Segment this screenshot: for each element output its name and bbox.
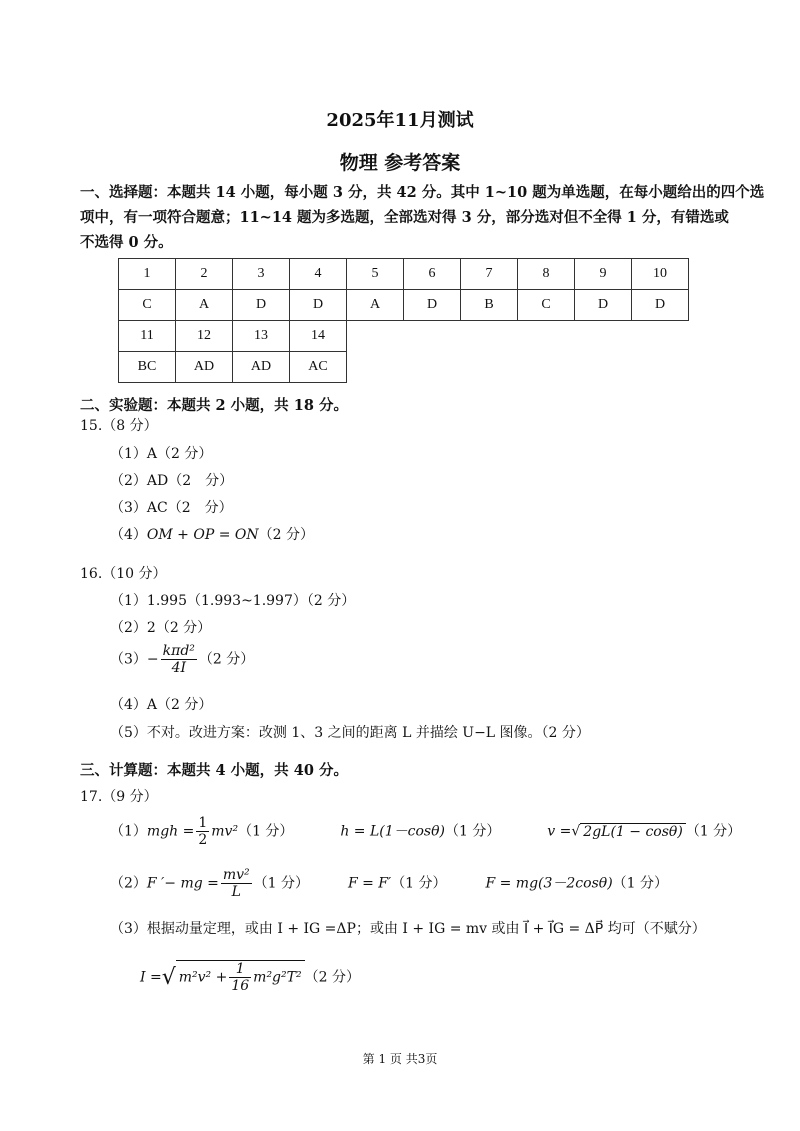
table-cell: 2 [176,259,233,290]
table-cell: 11 [119,321,176,352]
q17-part3-line: （3）根据动量定理，或由 I + IG =ΔP；或由 I + IG = mv 或由 I⃗ + I⃗G = ΔP⃗ 均可（不赋分） [110,921,706,937]
table-cell: B [461,290,518,321]
table-cell: 3 [233,259,290,290]
fraction-denominator: L [231,884,241,900]
table-cell: C [119,290,176,321]
q17-part3-formula: I =√ m²v² + $\frac{1}{16}$ m²g²T² （2 分） [140,961,360,994]
table-cell: A [347,290,404,321]
q17-p1-f3-left: v = [547,823,572,840]
section1-heading-line2: 项中，有一项符合题意；11~14 题为多选题，全部选对得 3 分，部分选对但不全得 1 分，有错选或 [80,209,729,226]
q16-item-3 [110,643,254,676]
table-cell: D [404,290,461,321]
table-row-numbers-2 [119,321,689,352]
q17-p3-score: （2 分） [304,969,360,986]
q17-p2-f1-fraction [221,867,252,900]
q15-item-4 [110,524,314,544]
q17-p2-f2: F = F′ [347,875,392,892]
table-cell: 13 [233,321,290,352]
table-blank [347,352,689,383]
table-cell: C [518,290,575,321]
section1-heading-line3: 不选得 0 分。 [80,234,173,251]
q17-part1: （1）mgh = $\frac{1}{2}$ mv²（1 分） h = L(1－cosθ)（1 分） v =√ 2gL(1 − cosθ) （1 分） [110,815,742,848]
q17-label: 17.（9 分） [80,789,158,805]
page-subtitle: 物理 参考答案 [339,152,461,174]
q15-item4-prefix: （4） [110,527,147,543]
q17-p3-rad-b: m²g²T² [253,969,302,986]
q15-item4-score: （2 分） [258,527,314,543]
table-cell: BC [119,352,176,383]
fraction-denominator: 4I [171,660,186,676]
section1-heading [80,180,764,255]
table-cell: 1 [119,259,176,290]
q17-p1-f2: h = L(1－cosθ) [340,823,446,840]
q16-item3-score: （2 分） [198,651,255,668]
table-cell: 9 [575,259,632,290]
table-cell: 14 [290,321,347,352]
q16-item3-fraction [161,643,197,676]
q17-p1-f2-score: （1 分） [445,823,501,840]
q17-p2-f3: F = mg(3－2cosθ) [485,875,613,892]
table-cell: 12 [176,321,233,352]
table-cell: AD [233,352,290,383]
q17-p2-f3-score: （1 分） [612,875,669,892]
q17-p3-radicand [176,960,305,994]
table-cell: 10 [632,259,689,290]
table-cell: D [233,290,290,321]
q17-p1-prefix: （1） [110,823,147,840]
page-title: 2025年11月测试 [326,110,474,131]
q16-item-2: （2）2（2 分） [110,620,212,636]
q15-item-2: （2）AD（2 分） [110,473,234,489]
q16-item3-sign: − [146,651,159,668]
table-cell: 7 [461,259,518,290]
q17-p2-prefix: （2） [110,875,147,892]
q15-label: 15.（8 分） [80,418,158,434]
table-cell: A [176,290,233,321]
table-cell: 5 [347,259,404,290]
q17-p3-rad-a: m²v² + [178,969,228,986]
answer-table [118,258,689,383]
page-number: 第 1 页 共3页 [362,1052,438,1066]
table-cell: AC [290,352,347,383]
table-cell: 4 [290,259,347,290]
q17-p2-f1-score: （1 分） [253,875,310,892]
section3-heading: 三、计算题：本题共 4 小题，共 40 分。 [80,762,348,779]
q17-p2-f1-left: F ′− mg = [146,875,219,892]
fraction-numerator: 1 [229,961,251,978]
q15-item-3: （3）AC（2 分） [110,500,233,516]
section1-heading-line1: 一、选择题：本题共 14 小题，每小题 3 分，共 42 分。其中 1~10 题为单选题，在每小题给出的四个选 [80,184,765,201]
fraction-numerator: 1 [198,815,208,831]
q15-item4-formula: OM + OP = ON [146,527,259,543]
q17-p3-left: I = [140,969,162,986]
q17-p1-f1-right: mv² [211,823,239,840]
q17-p1-f1-left: mgh = [146,823,195,840]
q15-item-1: （1）A（2 分） [110,446,213,462]
q17-p1-f3-radicand: 2gL(1 − cosθ) [580,823,686,840]
fraction-numerator: mv² [222,867,250,883]
fraction-denominator: 16 [231,978,250,994]
q16-item3-prefix: （3） [110,651,147,668]
table-cell: 6 [404,259,461,290]
table-blank [347,321,689,352]
q16-item-5: （5）不对。改进方案：改测 1、3 之间的距离 L 并描绘 U−L 图像。（2 分） [110,725,590,741]
q17-p1-f1-fraction [196,815,209,848]
table-cell: AD [176,352,233,383]
q17-p3-rad-fraction [229,961,251,994]
section2-heading: 二、实验题：本题共 2 小题，共 18 分。 [80,397,348,414]
fraction-numerator: kπd² [162,643,195,659]
q17-p1-f3-score: （1 分） [685,823,742,840]
fraction-denominator: 2 [198,832,208,848]
q17-p2-f2-score: （1 分） [391,875,447,892]
table-row-numbers-1 [119,259,689,290]
q17-p1-f1-score: （1 分） [238,823,294,840]
table-row-answers-2 [119,352,689,383]
q17-part2 [110,867,668,900]
table-cell: D [632,290,689,321]
table-cell: D [290,290,347,321]
table-cell: D [575,290,632,321]
q16-label: 16.（10 分） [80,566,167,582]
table-row-answers-1 [119,290,689,321]
q16-item-1: （1）1.995（1.993~1.997）（2 分） [110,593,356,609]
q16-item-4: （4）A（2 分） [110,697,213,713]
table-cell: 8 [518,259,575,290]
